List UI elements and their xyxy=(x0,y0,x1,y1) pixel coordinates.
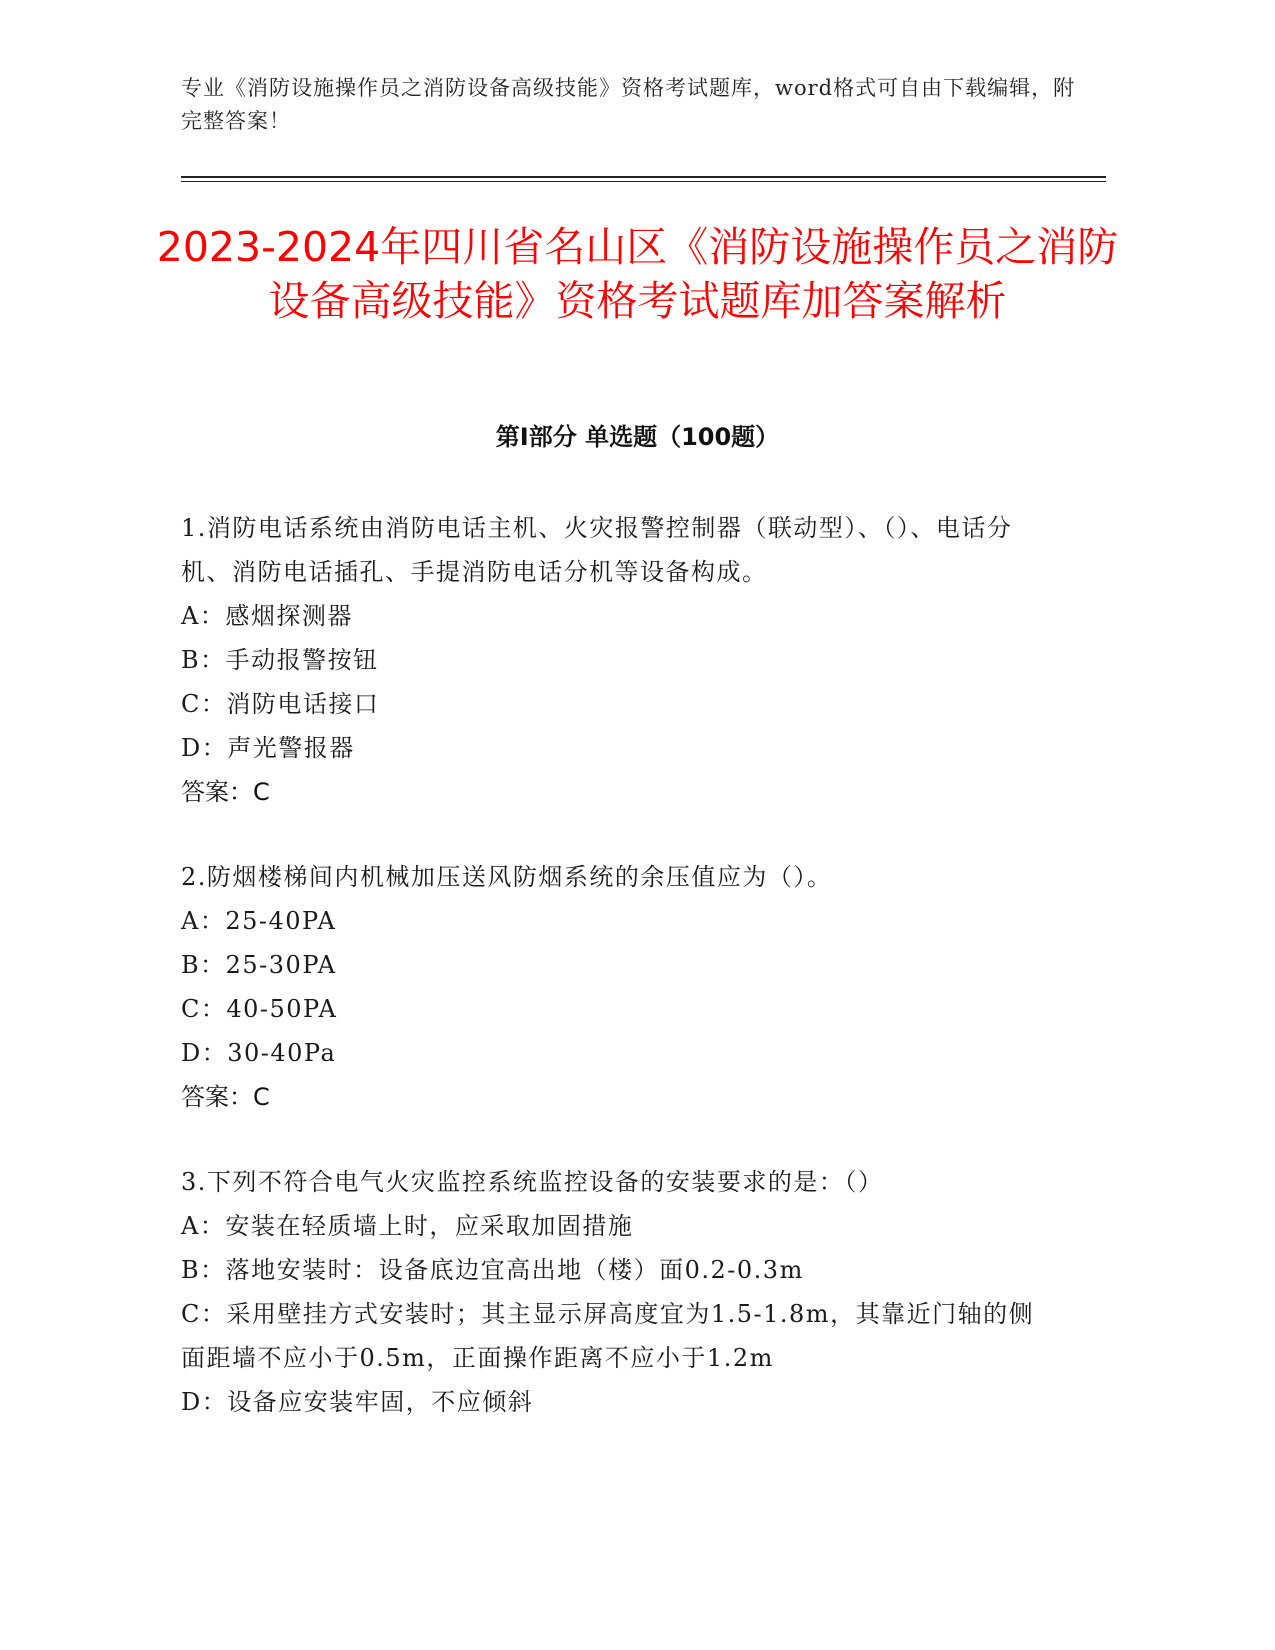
document-title: 2023-2024年四川省名山区《消防设施操作员之消防设备高级技能》资格考试题库加答案解析 xyxy=(156,223,1119,325)
header-divider-thick xyxy=(181,176,1106,178)
question-1 xyxy=(181,506,1041,814)
option-b: B：25-30PA xyxy=(181,951,337,979)
question-3 xyxy=(181,1160,1041,1424)
option-d: D：设备应安装牢固，不应倾斜 xyxy=(181,1388,534,1416)
option-a: A：感烟探测器 xyxy=(181,602,353,630)
option-c: C：采用壁挂方式安装时；其主显示屏高度宜为1.5-1.8m，其靠近门轴的侧面距墙不应小于0.5m，正面操作距离不应小于1.2m xyxy=(181,1300,1035,1372)
option-d: D：30-40Pa xyxy=(181,1039,337,1067)
question-stem: 1.消防电话系统由消防电话主机、火灾报警控制器（联动型）、（）、电话分机、消防电话插孔、手提消防电话分机等设备构成。 xyxy=(181,514,1013,586)
header-divider-thin xyxy=(181,181,1106,182)
question-stem: 2.防烟楼梯间内机械加压送风防烟系统的余压值应为（）。 xyxy=(181,863,833,891)
header-note: 专业《消防设施操作员之消防设备高级技能》资格考试题库，word格式可自由下载编辑，附完整答案！ xyxy=(181,76,1076,133)
option-b: B：落地安装时：设备底边宜高出地（楼）面0.2-0.3m xyxy=(181,1256,804,1284)
question-2 xyxy=(181,855,1041,1119)
answer-line: 答案：C xyxy=(181,1083,270,1111)
option-c: C：40-50PA xyxy=(181,995,338,1023)
question-stem: 3.下列不符合电气火灾监控系统监控设备的安装要求的是：（） xyxy=(181,1168,884,1196)
section-heading: 第I部分 单选题（100题） xyxy=(495,423,780,451)
answer-line: 答案：C xyxy=(181,778,270,806)
option-a: A：安装在轻质墙上时，应采取加固措施 xyxy=(181,1212,634,1240)
option-c: C：消防电话接口 xyxy=(181,690,380,718)
option-a: A：25-40PA xyxy=(181,907,337,935)
question-list xyxy=(181,506,1041,1465)
option-d: D：声光警报器 xyxy=(181,734,355,762)
option-b: B：手动报警按钮 xyxy=(181,646,379,674)
